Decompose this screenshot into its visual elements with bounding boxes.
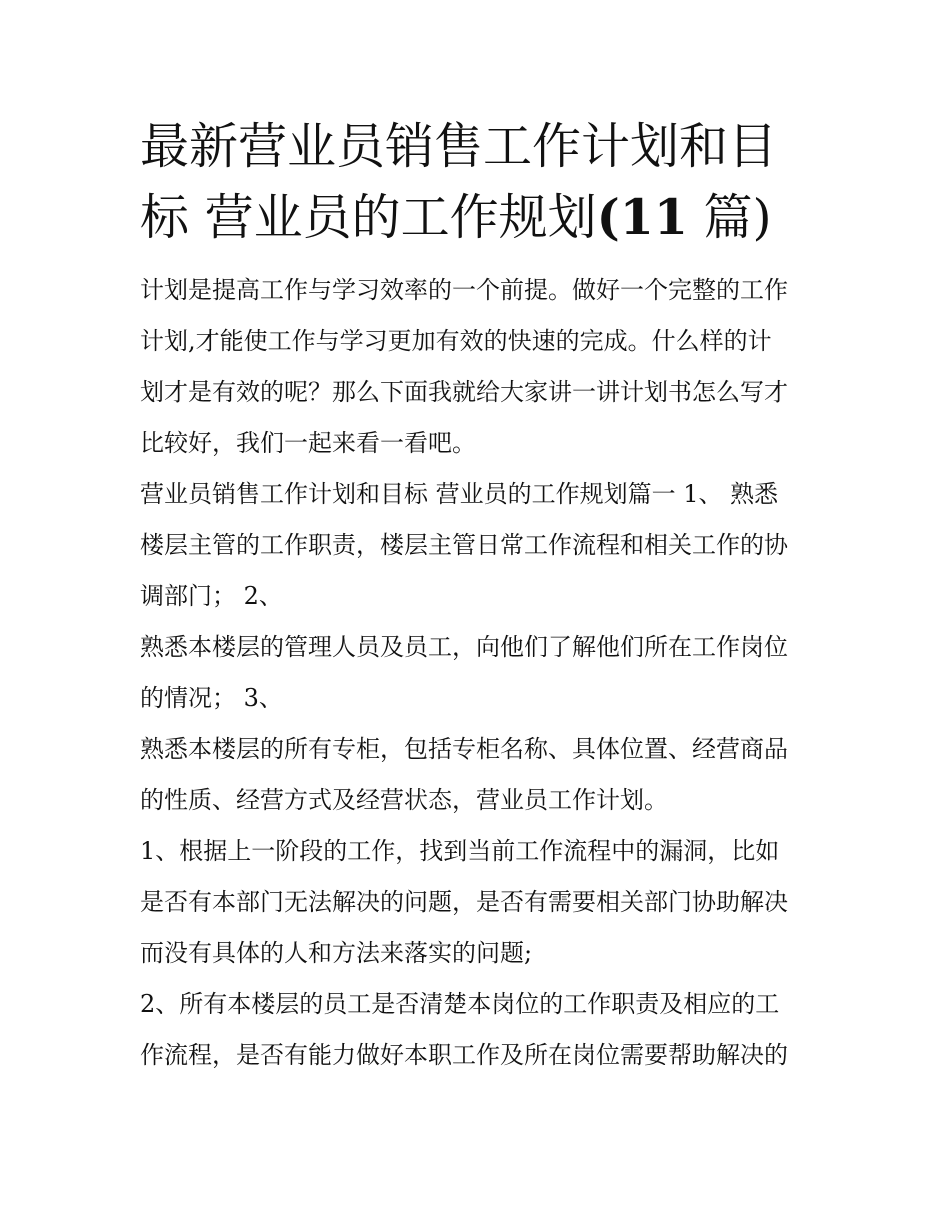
paragraph-4 [140,724,820,826]
paragraph-line: 划才是有效的呢？那么下面我就给大家讲一讲计划书怎么写才 [140,378,788,406]
paragraph-line: 1、根据上一阶段的工作，找到当前工作流程中的漏洞，比如 [140,837,780,865]
paragraph-5 [140,826,820,979]
paragraph-line: 楼层主管的工作职责，楼层主管日常工作流程和相关工作的协 [140,531,788,559]
paragraph-2 [140,469,820,622]
paragraph-line: 熟悉本楼层的管理人员及员工，向他们了解他们所在工作岗位 [140,633,788,661]
paragraph-line: 调部门； 2、 [140,582,283,610]
title-line-2-suffix: 篇) [687,189,772,246]
paragraph-line: 作流程，是否有能力做好本职工作及所在岗位需要帮助解决的 [140,1041,788,1069]
paragraph-6 [140,979,820,1081]
title-line-2-count: (11 [596,188,688,246]
title-line-2-text: 标 营业员的工作规划 [140,189,597,246]
paragraph-line: 营业员销售工作计划和目标 营业员的工作规划篇一 1、 熟悉 [140,480,779,508]
paragraph-line: 2、所有本楼层的员工是否清楚本岗位的工作职责及相应的工 [140,990,780,1018]
paragraph-line: 而没有具体的人和方法来落实的问题; [140,939,533,967]
document-title [140,112,820,253]
paragraph-1 [140,265,820,469]
paragraph-line: 熟悉本楼层的所有专柜，包括专柜名称、具体位置、经营商品 [140,735,788,763]
paragraph-line: 比较好，我们一起来看一看吧。 [140,429,476,457]
paragraph-line: 计划,才能使工作与学习更加有效的快速的完成。什么样的计 [140,327,772,355]
paragraph-line: 的性质、经营方式及经营状态，营业员工作计划。 [140,786,668,814]
title-line-1: 最新营业员销售工作计划和目 [140,118,778,175]
paragraph-3 [140,622,820,724]
paragraph-line: 是否有本部门无法解决的问题，是否有需要相关部门协助解决 [140,888,788,916]
title-line-2 [140,182,820,253]
paragraph-line: 计划是提高工作与学习效率的一个前提。做好一个完整的工作 [140,276,788,304]
document-body [140,265,820,1081]
document-content [140,112,820,1081]
paragraph-line: 的情况； 3、 [140,684,283,712]
